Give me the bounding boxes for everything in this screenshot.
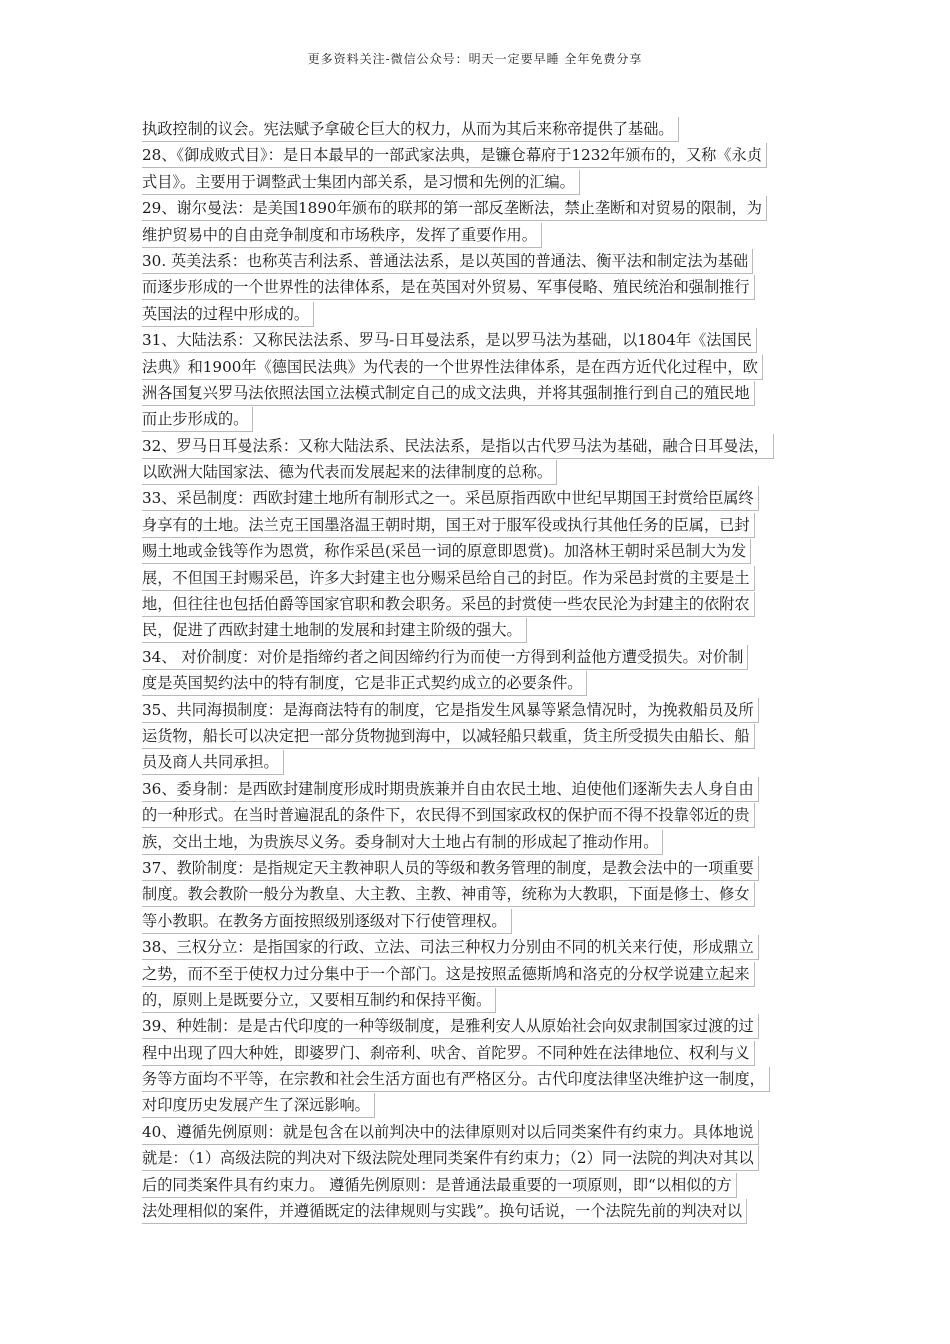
line-text: 37、教阶制度：是指规定天主教神职人员的等级和教务管理的制度，是教会法中的一项重要 [142,856,759,881]
text-line [142,354,810,380]
text-line [142,644,810,670]
text-line [142,908,810,934]
line-text: 36、委身制：是西欧封建制度形成时期贵族兼并自由农民土地、迫使他们逐渐失去人身自由 [142,777,759,802]
line-text: 34、 对价制度：对价是指缔约者之间因缔约行为而使一方得到利益他方遭受损失。对价制 [142,645,748,670]
line-text: 40、遵循先例原则：就是包含在以前判决中的法律原则对以后同类案件有约束力。具体地说 [142,1120,759,1145]
line-text: 制度。教会教阶一般分为教皇、大主教、主教、神甫等，统称为大教职，下面是修士、修女 [142,882,755,907]
text-line [142,433,810,459]
text-line [142,670,810,696]
line-text: 法典》和1900年《德国民法典》为代表的一个世界性法律体系，是在西方近代化过程中，欧 [142,355,763,380]
entry-e38 [142,934,810,1013]
line-text: 之势，而不至于使权力过分集中于一个部门。这是按照孟德斯鸠和洛克的分权学说建立起来 [142,962,755,987]
text-line [142,565,810,591]
text-line [142,1119,810,1145]
line-text: 以欧洲大陆国家法、德为代表而发展起来的法律制度的总称。 [142,460,557,485]
text-line [142,749,810,775]
line-text: 的一种形式。在当时普遍混乱的条件下，农民得不到国家政权的保护而不得不投靠邻近的贵 [142,803,755,828]
text-line [142,1145,810,1171]
document-body [142,116,810,1224]
line-text: 等小教职。在教务方面按照级别逐级对下行使管理权。 [142,909,512,934]
line-text: 29、谢尔曼法：是美国1890年颁布的联邦的第一部反垄断法，禁止垄断和对贸易的限制，为 [142,196,767,221]
line-text: 英国法的过程中形成的。 [142,302,314,327]
text-line [142,1092,810,1118]
line-text: 而止步形成的。 [142,407,253,432]
text-line [142,248,810,274]
text-line [142,802,810,828]
line-text: 度是英国契约法中的特有制度，它是非正式契约成立的必要条件。 [142,671,587,696]
entry-e29 [142,195,810,248]
text-line [142,169,810,195]
text-line [142,406,810,432]
text-line [142,380,810,406]
text-line [142,1172,810,1198]
entry-e32 [142,433,810,486]
line-text: 程中出现了四大种姓，即婆罗门、刹帝利、吠舍、首陀罗。不同种姓在法律地位、权利与义 [142,1041,755,1066]
text-line [142,1066,810,1092]
text-line [142,116,810,142]
entry-e28 [142,142,810,195]
entry-e37 [142,855,810,934]
text-line [142,776,810,802]
line-text: 务等方面均不平等，在宗教和社会生活方面也有严格区分。古代印度法律坚决维护这一制度， [142,1067,770,1092]
text-line [142,829,810,855]
entry-e31 [142,327,810,433]
text-line [142,697,810,723]
line-text: 执政控制的议会。宪法赋予拿破仑巨大的权力，从而为其后来称帝提供了基础。 [142,117,679,142]
text-line [142,459,810,485]
line-text: 式目》。主要用于调整武士集团内部关系，是习惯和先例的汇编。 [142,170,580,195]
text-line [142,855,810,881]
entry-e34 [142,644,810,697]
text-line [142,591,810,617]
line-text: 就是：（1）高级法院的判决对下级法院处理同类案件有约束力；（2）同一法院的判决对其以 [142,1146,759,1171]
text-line [142,538,810,564]
page-header [0,50,950,67]
text-line [142,301,810,327]
line-text: 而逐步形成的一个世界性的法律体系，是在英国对外贸易、军事侵略、殖民统治和强制推行 [142,275,755,300]
text-line [142,327,810,353]
text-line [142,485,810,511]
line-text: 身享有的土地。法兰克王国墨洛温王朝时期，国王对于服军役或执行其他任务的臣属，已封 [142,513,755,538]
entry-e33 [142,485,810,643]
line-text: 民，促进了西欧封建土地制的发展和封建主阶级的强大。 [142,618,527,643]
text-line [142,222,810,248]
line-text: 运货物，船长可以决定把一部分货物抛到海中，以减轻船只载重，货主所受损失由船长、船 [142,724,755,749]
text-line [142,723,810,749]
line-text: 28、《御成败式目》：是日本最早的一部武家法典，是镰仓幕府于1232年颁布的，又称《永贞 [142,143,767,168]
text-line [142,195,810,221]
line-text: 展，不但国王封赐采邑，许多大封建主也分赐采邑给自己的封臣。作为采邑封赏的主要是土 [142,566,755,591]
text-line [142,881,810,907]
entry-e40 [142,1119,810,1225]
line-text: 35、共同海损制度：是海商法特有的制度，它是指发生风暴等紧急情况时，为挽救船员及所 [142,698,759,723]
line-text: 的，原则上是既要分立，又要相互制约和保持平衡。 [142,988,496,1013]
text-line [142,274,810,300]
text-line [142,617,810,643]
text-line [142,934,810,960]
header-text: 更多资料关注-微信公众号：明天一定要早睡 全年免费分享 [307,52,643,66]
line-text: 对印度历史发展产生了深远影响。 [142,1093,375,1118]
line-text: 维护贸易中的自由竞争制度和市场秩序，发挥了重要作用。 [142,223,542,248]
text-line [142,961,810,987]
text-line [142,987,810,1013]
line-text: 地，但往往也包括伯爵等国家官职和教会职务。采邑的封赏使一些农民沦为封建主的依附农 [142,592,755,617]
entry-e35 [142,697,810,776]
text-line [142,1198,810,1224]
line-text: 33、采邑制度：西欧封建土地所有制形式之一。采邑原指西欧中世纪早期国王封赏给臣属终 [142,486,759,511]
text-line [142,512,810,538]
entry-e39 [142,1013,810,1119]
line-text: 赐土地或金钱等作为恩赏，称作采邑(采邑一词的原意即恩赏)。加洛林王朝时采邑制大为发 [142,539,751,564]
entry-e36 [142,776,810,855]
line-text: 31、大陆法系：又称民法法系、罗马-日耳曼法系，是以罗马法为基础，以1804年《法国民 [142,328,757,353]
line-text: 法处理相似的案件，并遵循既定的法律规则与实践”。换句话说，一个法院先前的判决对以 [142,1199,747,1224]
line-text: 38、三权分立：是指国家的行政、立法、司法三种权力分别由不同的机关来行使，形成鼎立 [142,935,759,960]
line-text: 族，交出土地，为贵族尽义务。委身制对大土地占有制的形成起了推动作用。 [142,830,663,855]
text-line [142,1013,810,1039]
line-text: 员及商人共同承担。 [142,750,284,775]
line-text: 后的同类案件具有约束力。 遵循先例原则：是普通法最重要的一项原则，即“以相似的方 [142,1173,737,1198]
entry-e30 [142,248,810,327]
line-text: 39、种姓制：是是古代印度的一种等级制度，是雅利安人从原始社会向奴隶制国家过渡的过 [142,1014,759,1039]
entry-cont [142,116,810,142]
line-text: 30. 英美法系：也称英吉利法系、普通法法系，是以英国的普通法、衡平法和制定法为基础 [142,249,753,274]
text-line [142,1040,810,1066]
line-text: 洲各国复兴罗马法依照法国立法模式制定自己的成文法典，并将其强制推行到自己的殖民地 [142,381,755,406]
line-text: 32、罗马日耳曼法系：又称大陆法系、民法法系，是指以古代罗马法为基础，融合日耳曼法， [142,434,774,459]
text-line [142,142,810,168]
